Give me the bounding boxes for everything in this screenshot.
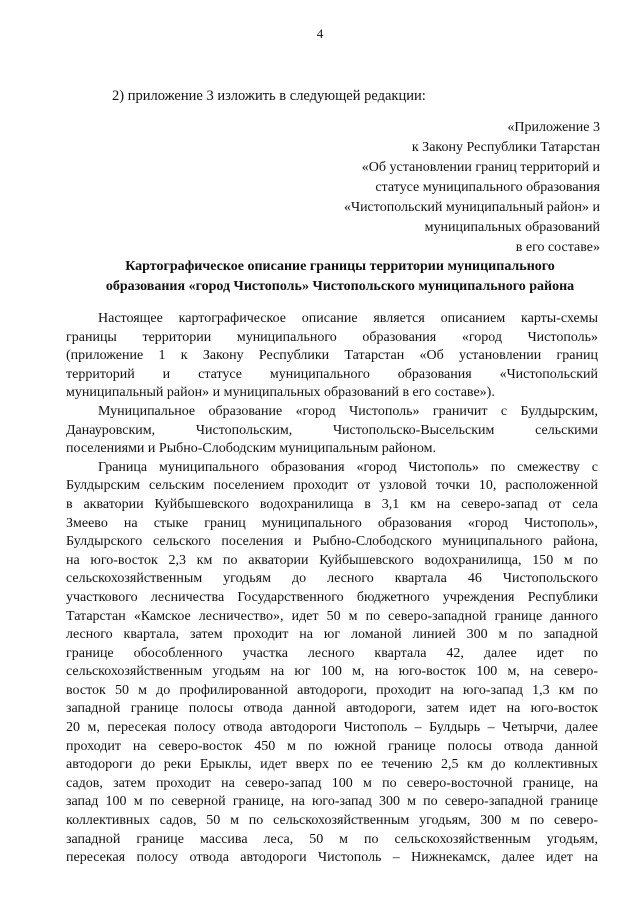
appendix-line: в его составе» [515, 240, 600, 255]
appendix-line: «Приложение 3 [507, 120, 600, 135]
body-line: 20 м, пересекая полосу отвода автодороги Чистополь – Булдырь – Четырчи, далее [66, 720, 598, 736]
page-number: 4 [316, 26, 324, 41]
body-line: Граница муниципального образования «город Чистополь» по смежеству с [98, 459, 598, 475]
body-line: автодороги до реки Ерыклы, идет вверх по ее течению 2,5 км до коллективных [66, 757, 598, 773]
body-line: восток 50 м до профилированной автодороги, проходит на юго-запад 1,3 км по [66, 682, 598, 698]
body-line: садов, затем проходит на северо-запад 100 м по северо-восточной границе, на [66, 775, 598, 791]
body-line: сельскохозяйственным угодьям до лесного квартала 46 Чистопольского [66, 571, 598, 587]
body-line: лесного квартала, затем проходит на юг ломаной линией 300 м по западной [66, 627, 598, 643]
body-line: проходит на северо-восток 450 м по южной границе полосы отвода данной [66, 738, 598, 754]
body-line: (приложение 1 к Закону Республики Татарстан «Об установлении границ [66, 348, 598, 364]
body-line: сельскохозяйственным угодьям на юг 100 м, на юго-восток 100 м, на северо- [66, 664, 598, 680]
appendix-line: «Чистопольский муниципальный район» и [343, 200, 600, 215]
body-line: участкового лесничества Государственного бюджетного учреждения Республики [66, 589, 598, 605]
body-line: западной границе массива леса, 50 м по сельскохозяйственным угодьям, [66, 831, 598, 847]
body-line: поселениями и Рыбно-Слободским муниципальным районом. [66, 441, 436, 457]
body-line: на юго-восток 2,3 км по акватории Куйбышевского водохранилища, 150 м по [66, 552, 598, 568]
body-line: Булдырского сельского поселения и Рыбно-Слободского муниципального района, [66, 534, 598, 550]
body-line: Булдырским сельским поселением проходит от узловой точки 10, расположенной [66, 478, 598, 494]
body-line: пересекая полосу отвода автодороги Чистополь – Нижнекамск, далее идет на [66, 850, 598, 866]
body-line: Змеево на стыке границ муниципального образования «город Чистополь», [66, 515, 598, 531]
appendix-line: «Об установлении границ территорий и [361, 160, 600, 175]
amendment-item-line: 2) приложение 3 изложить в следующей редакции: [112, 88, 426, 104]
body-text [66, 310, 598, 868]
body-line: Татарстан «Камское лесничество», идет 50 м по северо-западной границе данного [66, 608, 598, 624]
body-line: Муниципальное образование «город Чистополь» граничит с Булдырским, [98, 403, 598, 419]
body-line: территорий и статусе муниципального образования «Чистопольский [66, 366, 598, 382]
body-line: Настоящее картографическое описание является описанием карты-схемы [98, 311, 598, 326]
title-line: образования «город Чистополь» Чистопольского муниципального района [105, 279, 575, 294]
body-line: границы территории муниципального образования «город Чистополь» [66, 329, 598, 345]
body-line: коллективных садов, 50 м по сельскохозяйственным угодьям, 300 м по северо- [66, 813, 598, 829]
body-line: западной границе полосы отвода данной автодороги, затем идет на юго-восток [66, 701, 598, 717]
appendix-line: статусе муниципального образования [375, 180, 600, 195]
body-line: запад 100 м по северной границе, на юго-запад 300 м по северо-западной границе [66, 794, 598, 810]
appendix-header [200, 118, 600, 258]
appendix-line: муниципальных образований [424, 220, 600, 235]
body-line: Данауровским, Чистопольским, Чистопольско-Высельским сельскими [66, 422, 598, 438]
body-line: границе обособленного участка лесного квартала 42, далее идет по [66, 645, 598, 661]
title-line: Картографическое описание границы территории муниципального [125, 259, 555, 274]
body-line: муниципальный район» и муниципальных образований в его составе»). [66, 385, 495, 401]
appendix-line: к Закону Республики Татарстан [411, 140, 600, 155]
body-line: в акватории Куйбышевского водохранилища в 3,1 км на северо-запад от села [66, 496, 598, 512]
document-title [70, 257, 610, 297]
